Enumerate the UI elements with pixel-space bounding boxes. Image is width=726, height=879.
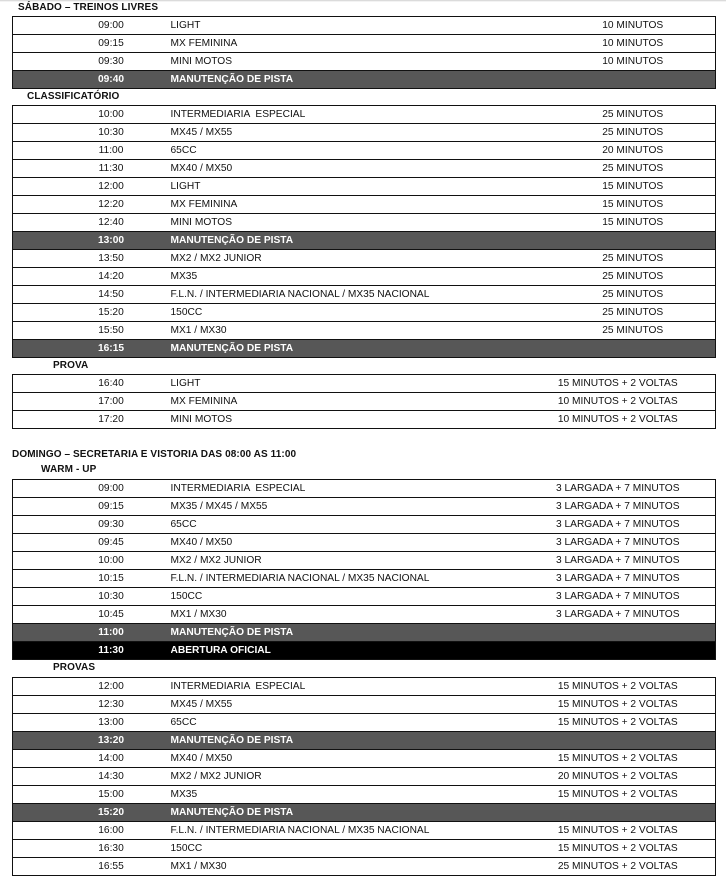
- row-spacer: [13, 196, 52, 214]
- row-duration: 20 MINUTOS + 2 VOLTAS: [521, 768, 716, 786]
- row-time: 09:15: [52, 498, 171, 516]
- schedule-row: [13, 696, 716, 714]
- schedule-row: [13, 840, 716, 858]
- schedule-row: [13, 304, 716, 322]
- row-spacer: [13, 286, 52, 304]
- row-duration: 25 MINUTOS: [551, 286, 716, 304]
- row-duration: 25 MINUTOS: [551, 250, 716, 268]
- row-category: LIGHT: [171, 375, 521, 393]
- row-spacer: [13, 232, 52, 250]
- row-time: 14:50: [52, 286, 171, 304]
- row-category: MX40 / MX50: [171, 750, 521, 768]
- schedule-row: [13, 570, 716, 588]
- row-category: MX2 / MX2 JUNIOR: [171, 250, 551, 268]
- row-duration: [521, 804, 716, 822]
- row-time: 16:55: [52, 858, 171, 876]
- row-spacer: [13, 498, 52, 516]
- schedule-row: [13, 768, 716, 786]
- row-spacer: [13, 160, 52, 178]
- schedule-row: [13, 53, 716, 71]
- row-time: 17:20: [52, 411, 171, 429]
- row-category: 65CC: [171, 516, 521, 534]
- schedule-row: [13, 214, 716, 232]
- row-spacer: [13, 696, 52, 714]
- classificatorio-heading: CLASSIFICATÓRIO: [27, 91, 120, 102]
- row-spacer: [13, 552, 52, 570]
- schedule-row: [13, 286, 716, 304]
- row-duration: 10 MINUTOS: [551, 35, 716, 53]
- schedule-row: [13, 106, 716, 124]
- provas-heading: PROVAS: [53, 662, 96, 673]
- row-time: 15:50: [52, 322, 171, 340]
- row-spacer: [13, 142, 52, 160]
- row-time: 13:00: [52, 714, 171, 732]
- schedule-row: [13, 750, 716, 768]
- row-spacer: [13, 570, 52, 588]
- row-category: MX35: [171, 786, 521, 804]
- row-time: 09:00: [52, 17, 171, 35]
- sunday-provas-table: [12, 677, 716, 876]
- row-category: MANUTENÇÃO DE PISTA: [171, 732, 521, 750]
- schedule-row: [13, 588, 716, 606]
- row-category: MX35: [171, 268, 551, 286]
- row-category: MX1 / MX30: [171, 858, 521, 876]
- row-spacer: [13, 768, 52, 786]
- maintenance-row: [13, 804, 716, 822]
- schedule-row: [13, 858, 716, 876]
- maintenance-row: [13, 624, 716, 642]
- row-duration: 15 MINUTOS + 2 VOLTAS: [521, 822, 716, 840]
- schedule-row: [13, 178, 716, 196]
- row-duration: 15 MINUTOS + 2 VOLTAS: [521, 696, 716, 714]
- schedule-row: [13, 268, 716, 286]
- row-category: MANUTENÇÃO DE PISTA: [171, 71, 551, 89]
- row-category: MANUTENÇÃO DE PISTA: [171, 232, 551, 250]
- row-category: INTERMEDIARIA ESPECIAL: [171, 480, 521, 498]
- row-time: 16:30: [52, 840, 171, 858]
- row-duration: [551, 71, 716, 89]
- row-time: 11:00: [52, 142, 171, 160]
- row-spacer: [13, 393, 52, 411]
- row-duration: 3 LARGADA + 7 MINUTOS: [521, 534, 716, 552]
- row-spacer: [13, 71, 52, 89]
- row-category: MX40 / MX50: [171, 534, 521, 552]
- maintenance-row: [13, 340, 716, 358]
- row-category: ABERTURA OFICIAL: [171, 642, 521, 660]
- row-category: INTERMEDIARIA ESPECIAL: [171, 106, 551, 124]
- row-duration: [521, 732, 716, 750]
- row-spacer: [13, 840, 52, 858]
- row-time: 09:00: [52, 480, 171, 498]
- row-time: 12:00: [52, 178, 171, 196]
- row-time: 15:00: [52, 786, 171, 804]
- row-spacer: [13, 714, 52, 732]
- row-spacer: [13, 214, 52, 232]
- saturday-treinos-table: [12, 16, 716, 89]
- schedule-row: [13, 678, 716, 696]
- schedule-row: [13, 35, 716, 53]
- row-time: 10:15: [52, 570, 171, 588]
- row-duration: 25 MINUTOS: [551, 106, 716, 124]
- row-spacer: [13, 678, 52, 696]
- row-duration: [521, 624, 716, 642]
- row-category: MX35 / MX45 / MX55: [171, 498, 521, 516]
- schedule-row: [13, 480, 716, 498]
- row-time: 14:20: [52, 268, 171, 286]
- row-time: 09:40: [52, 71, 171, 89]
- schedule-row: [13, 411, 716, 429]
- row-category: MX FEMININA: [171, 35, 551, 53]
- row-time: 10:30: [52, 588, 171, 606]
- row-spacer: [13, 516, 52, 534]
- row-time: 15:20: [52, 804, 171, 822]
- row-category: MX40 / MX50: [171, 160, 551, 178]
- row-category: 65CC: [171, 714, 521, 732]
- row-category: MINI MOTOS: [171, 411, 521, 429]
- row-time: 12:20: [52, 196, 171, 214]
- schedule-row: [13, 552, 716, 570]
- row-spacer: [13, 732, 52, 750]
- row-spacer: [13, 606, 52, 624]
- row-duration: 15 MINUTOS + 2 VOLTAS: [521, 714, 716, 732]
- row-time: 12:40: [52, 214, 171, 232]
- row-duration: 25 MINUTOS + 2 VOLTAS: [521, 858, 716, 876]
- maintenance-row: [13, 732, 716, 750]
- row-spacer: [13, 588, 52, 606]
- row-category: MX2 / MX2 JUNIOR: [171, 552, 521, 570]
- saturday-classificatorio-table: [12, 105, 716, 358]
- schedule-row: [13, 822, 716, 840]
- row-time: 11:30: [52, 160, 171, 178]
- opening-ceremony-row: [13, 642, 716, 660]
- row-duration: [551, 232, 716, 250]
- schedule-row: [13, 786, 716, 804]
- schedule-row: [13, 250, 716, 268]
- row-category: 150CC: [171, 840, 521, 858]
- row-spacer: [13, 804, 52, 822]
- row-time: 10:00: [52, 552, 171, 570]
- row-duration: 25 MINUTOS: [551, 268, 716, 286]
- row-time: 09:30: [52, 53, 171, 71]
- row-spacer: [13, 178, 52, 196]
- schedule-row: [13, 606, 716, 624]
- row-duration: 3 LARGADA + 7 MINUTOS: [521, 570, 716, 588]
- schedule-row: [13, 714, 716, 732]
- row-category: MX FEMININA: [171, 393, 521, 411]
- schedule-row: [13, 393, 716, 411]
- row-category: MX1 / MX30: [171, 322, 551, 340]
- row-spacer: [13, 624, 52, 642]
- row-duration: 15 MINUTOS + 2 VOLTAS: [521, 840, 716, 858]
- schedule-row: [13, 322, 716, 340]
- row-spacer: [13, 822, 52, 840]
- row-spacer: [13, 534, 52, 552]
- row-category: 150CC: [171, 304, 551, 322]
- warmup-heading: WARM - UP: [41, 464, 97, 475]
- row-category: MX1 / MX30: [171, 606, 521, 624]
- row-spacer: [13, 642, 52, 660]
- row-duration: 10 MINUTOS: [551, 17, 716, 35]
- row-time: 16:40: [52, 375, 171, 393]
- schedule-row: [13, 516, 716, 534]
- row-spacer: [13, 35, 52, 53]
- row-time: 12:30: [52, 696, 171, 714]
- maintenance-row: [13, 71, 716, 89]
- row-time: 09:15: [52, 35, 171, 53]
- row-time: 09:45: [52, 534, 171, 552]
- row-time: 10:45: [52, 606, 171, 624]
- maintenance-row: [13, 232, 716, 250]
- row-time: 12:00: [52, 678, 171, 696]
- row-spacer: [13, 53, 52, 71]
- row-duration: 25 MINUTOS: [551, 124, 716, 142]
- schedule-row: [13, 124, 716, 142]
- row-time: 14:30: [52, 768, 171, 786]
- row-time: 13:00: [52, 232, 171, 250]
- schedule-row: [13, 196, 716, 214]
- row-duration: 25 MINUTOS: [551, 304, 716, 322]
- row-spacer: [13, 411, 52, 429]
- row-duration: 3 LARGADA + 7 MINUTOS: [521, 606, 716, 624]
- row-spacer: [13, 786, 52, 804]
- row-category: 65CC: [171, 142, 551, 160]
- row-duration: 20 MINUTOS: [551, 142, 716, 160]
- row-time: 11:30: [52, 642, 171, 660]
- sunday-heading: DOMINGO – SECRETARIA E VISTORIA DAS 08:00 AS 11:00: [12, 449, 297, 460]
- row-time: 10:00: [52, 106, 171, 124]
- row-category: MANUTENÇÃO DE PISTA: [171, 340, 551, 358]
- row-spacer: [13, 340, 52, 358]
- row-spacer: [13, 375, 52, 393]
- row-time: 13:50: [52, 250, 171, 268]
- row-spacer: [13, 268, 52, 286]
- row-time: 17:00: [52, 393, 171, 411]
- saturday-heading: SÁBADO – TREINOS LIVRES: [18, 2, 159, 13]
- row-duration: 25 MINUTOS: [551, 160, 716, 178]
- row-duration: [521, 642, 716, 660]
- row-duration: 15 MINUTOS: [551, 196, 716, 214]
- row-duration: 15 MINUTOS + 2 VOLTAS: [521, 375, 716, 393]
- row-time: 10:30: [52, 124, 171, 142]
- schedule-row: [13, 375, 716, 393]
- prova-heading: PROVA: [53, 360, 89, 371]
- row-spacer: [13, 17, 52, 35]
- row-spacer: [13, 250, 52, 268]
- row-category: LIGHT: [171, 178, 551, 196]
- row-time: 09:30: [52, 516, 171, 534]
- schedule-row: [13, 498, 716, 516]
- row-duration: 15 MINUTOS + 2 VOLTAS: [521, 750, 716, 768]
- row-category: MANUTENÇÃO DE PISTA: [171, 804, 521, 822]
- row-time: 16:00: [52, 822, 171, 840]
- schedule-row: [13, 17, 716, 35]
- row-category: F.L.N. / INTERMEDIARIA NACIONAL / MX35 NACIONAL: [171, 570, 521, 588]
- row-category: F.L.N. / INTERMEDIARIA NACIONAL / MX35 NACIONAL: [171, 286, 551, 304]
- row-category: MX45 / MX55: [171, 696, 521, 714]
- row-duration: 3 LARGADA + 7 MINUTOS: [521, 516, 716, 534]
- row-spacer: [13, 480, 52, 498]
- row-duration: [551, 340, 716, 358]
- row-duration: 3 LARGADA + 7 MINUTOS: [521, 588, 716, 606]
- schedule-row: [13, 160, 716, 178]
- row-duration: 3 LARGADA + 7 MINUTOS: [521, 552, 716, 570]
- row-spacer: [13, 106, 52, 124]
- row-category: INTERMEDIARIA ESPECIAL: [171, 678, 521, 696]
- saturday-prova-table: [12, 374, 716, 429]
- row-category: MINI MOTOS: [171, 214, 551, 232]
- row-category: MINI MOTOS: [171, 53, 551, 71]
- schedule-row: [13, 142, 716, 160]
- row-category: MX FEMININA: [171, 196, 551, 214]
- row-spacer: [13, 322, 52, 340]
- row-time: 16:15: [52, 340, 171, 358]
- row-category: MANUTENÇÃO DE PISTA: [171, 624, 521, 642]
- row-category: F.L.N. / INTERMEDIARIA NACIONAL / MX35 NACIONAL: [171, 822, 521, 840]
- row-category: MX2 / MX2 JUNIOR: [171, 768, 521, 786]
- row-spacer: [13, 124, 52, 142]
- row-duration: 10 MINUTOS + 2 VOLTAS: [521, 411, 716, 429]
- row-time: 15:20: [52, 304, 171, 322]
- row-time: 11:00: [52, 624, 171, 642]
- row-duration: 15 MINUTOS + 2 VOLTAS: [521, 678, 716, 696]
- row-duration: 25 MINUTOS: [551, 322, 716, 340]
- row-duration: 15 MINUTOS + 2 VOLTAS: [521, 786, 716, 804]
- row-spacer: [13, 304, 52, 322]
- sunday-warmup-table: [12, 479, 716, 660]
- row-time: 14:00: [52, 750, 171, 768]
- row-duration: 10 MINUTOS + 2 VOLTAS: [521, 393, 716, 411]
- row-duration: 3 LARGADA + 7 MINUTOS: [521, 498, 716, 516]
- row-duration: 15 MINUTOS: [551, 214, 716, 232]
- row-duration: 3 LARGADA + 7 MINUTOS: [521, 480, 716, 498]
- row-time: 13:20: [52, 732, 171, 750]
- row-category: 150CC: [171, 588, 521, 606]
- row-duration: 15 MINUTOS: [551, 178, 716, 196]
- schedule-row: [13, 534, 716, 552]
- row-category: LIGHT: [171, 17, 551, 35]
- row-category: MX45 / MX55: [171, 124, 551, 142]
- row-spacer: [13, 750, 52, 768]
- row-spacer: [13, 858, 52, 876]
- row-duration: 10 MINUTOS: [551, 53, 716, 71]
